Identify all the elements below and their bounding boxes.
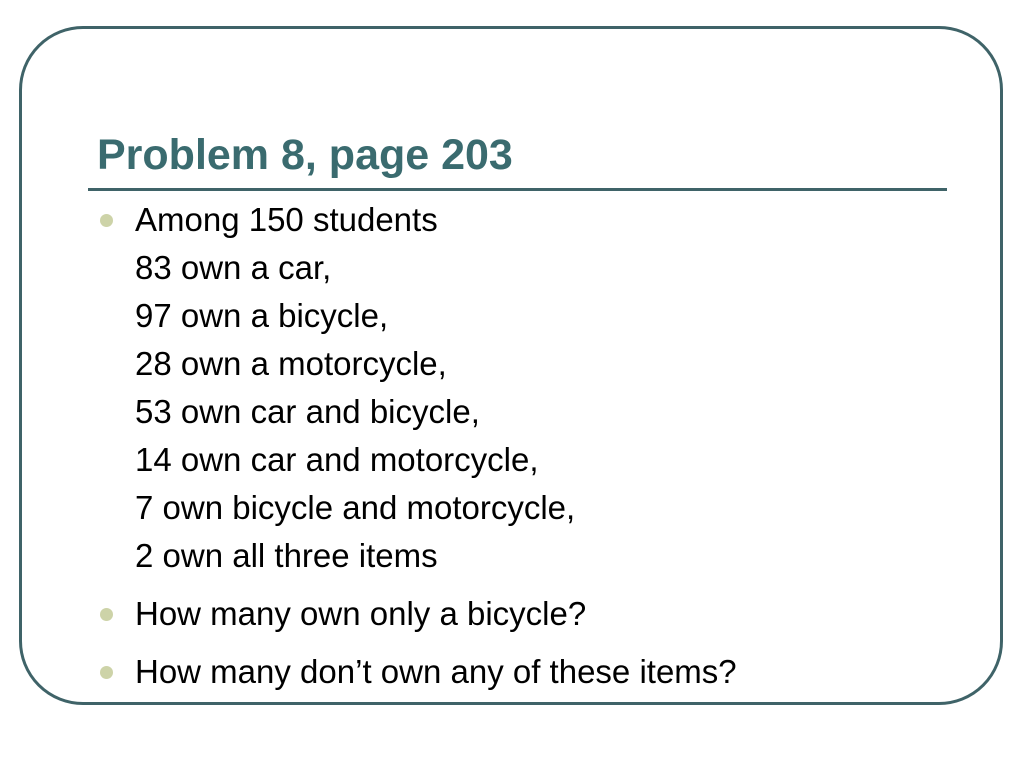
bullet-line: Among 150 students xyxy=(135,201,438,238)
bullet-item-question-only-bicycle xyxy=(96,590,737,638)
bullet-item-problem-statement xyxy=(96,196,737,580)
bullet-dot-icon xyxy=(100,608,113,621)
bullet-line: 28 own a motorcycle, xyxy=(135,345,447,382)
bullet-line: How many don’t own any of these items? xyxy=(135,653,737,690)
slide-title: Problem 8, page 203 xyxy=(97,131,513,179)
bullet-line: 83 own a car, xyxy=(135,249,332,286)
bullet-list xyxy=(96,196,737,696)
bullet-dot-icon xyxy=(100,666,113,679)
bullet-line: 2 own all three items xyxy=(135,537,438,574)
bullet-line: 14 own car and motorcycle, xyxy=(135,441,539,478)
title-underline-rule xyxy=(88,188,947,191)
bullet-dot-icon xyxy=(100,214,113,227)
bullet-line: How many own only a bicycle? xyxy=(135,595,587,632)
bullet-line: 97 own a bicycle, xyxy=(135,297,389,334)
bullet-line: 53 own car and bicycle, xyxy=(135,393,480,430)
bullet-line: 7 own bicycle and motorcycle, xyxy=(135,489,576,526)
bullet-item-question-none xyxy=(96,648,737,696)
